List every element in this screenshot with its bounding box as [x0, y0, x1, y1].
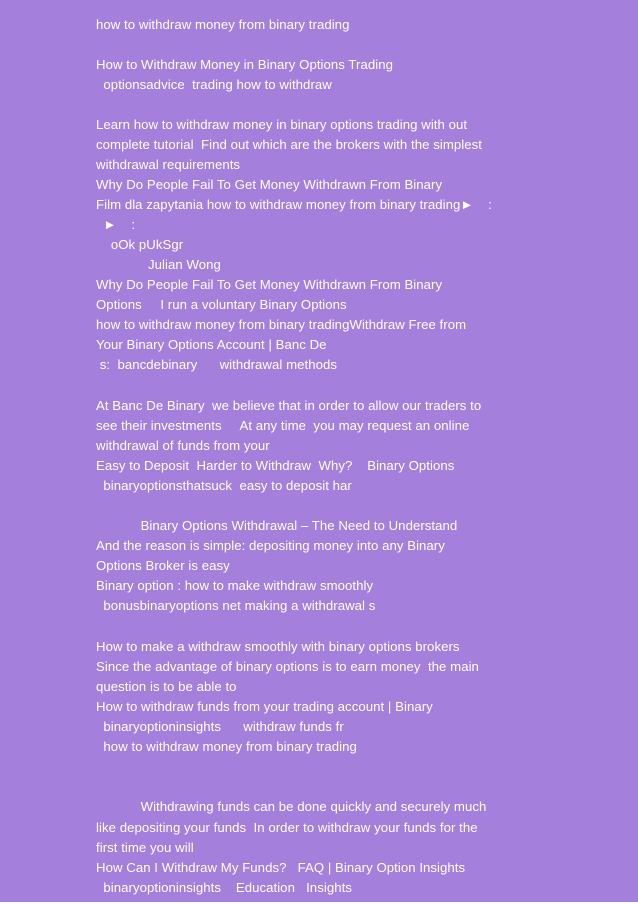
text-line: first time you will	[96, 840, 194, 855]
text-line: see their investments At any time you may request an online	[96, 418, 470, 433]
text-line: ► :	[96, 217, 136, 232]
text-line: how to withdraw money from binary tradingWithdraw Free from	[96, 317, 467, 332]
text-line: withdrawal of funds from your	[96, 438, 270, 453]
text-line: How to withdraw funds from your trading account | Binary	[96, 699, 433, 714]
text-line: how to withdraw money from binary trading	[96, 739, 357, 754]
text-line: Binary Options Withdrawal – The Need to Understand	[96, 518, 458, 533]
text-line: optionsadvice trading how to withdraw	[96, 77, 332, 92]
text-line: Film dla zapytania how to withdraw money from binary trading► :	[96, 197, 493, 212]
text-line: bonusbinaryoptions net making a withdrawal s	[96, 598, 376, 613]
text-line: How to make a withdraw smoothly with binary options brokers	[96, 639, 460, 654]
text-line: How Can I Withdraw My Funds? FAQ | Binary Option Insights	[96, 860, 466, 875]
text-line: complete tutorial Find out which are the brokers with the simplest	[96, 137, 482, 152]
text-line: binaryoptioninsights Education Insights	[96, 880, 352, 895]
text-line: question is to be able to	[96, 679, 237, 694]
text-line: Easy to Deposit Harder to Withdraw Why? Binary Options	[96, 458, 455, 473]
text-line: how to withdraw money from binary trading	[96, 17, 350, 32]
text-line: Your Binary Options Account | Banc De	[96, 337, 327, 352]
text-line: At Banc De Binary we believe that in order to allow our traders to	[96, 398, 482, 413]
text-line: Learn how to withdraw money in binary options trading with out	[96, 117, 468, 132]
text-line: Julian Wong	[96, 257, 221, 272]
text-line: Options I run a voluntary Binary Options	[96, 297, 347, 312]
text-line: How to Withdraw Money in Binary Options Trading	[96, 57, 393, 72]
text-line: s: bancdebinary withdrawal methods	[96, 357, 338, 372]
text-line: binaryoptionsthatsuck easy to deposit har	[96, 478, 352, 493]
text-line: like depositing your funds In order to withdraw your funds for the	[96, 820, 478, 835]
text-line: withdrawal requirements	[96, 157, 241, 172]
text-line: Withdrawing funds can be done quickly and securely much	[96, 799, 487, 814]
text-line: And the reason is simple: depositing money into any Binary	[96, 538, 445, 553]
text-line: Options Broker is easy	[96, 558, 230, 573]
text-line: Binary option : how to make withdraw smoothly	[96, 578, 374, 593]
text-line: Why Do People Fail To Get Money Withdrawn From Binary	[96, 277, 443, 292]
text-line: binaryoptioninsights withdraw funds fr	[96, 719, 344, 734]
text-line: Why Do People Fail To Get Money Withdrawn From Binary	[96, 177, 443, 192]
text-line: Since the advantage of binary options is to earn money the main	[96, 659, 479, 674]
text-line: oOk pUkSgr	[96, 237, 184, 252]
